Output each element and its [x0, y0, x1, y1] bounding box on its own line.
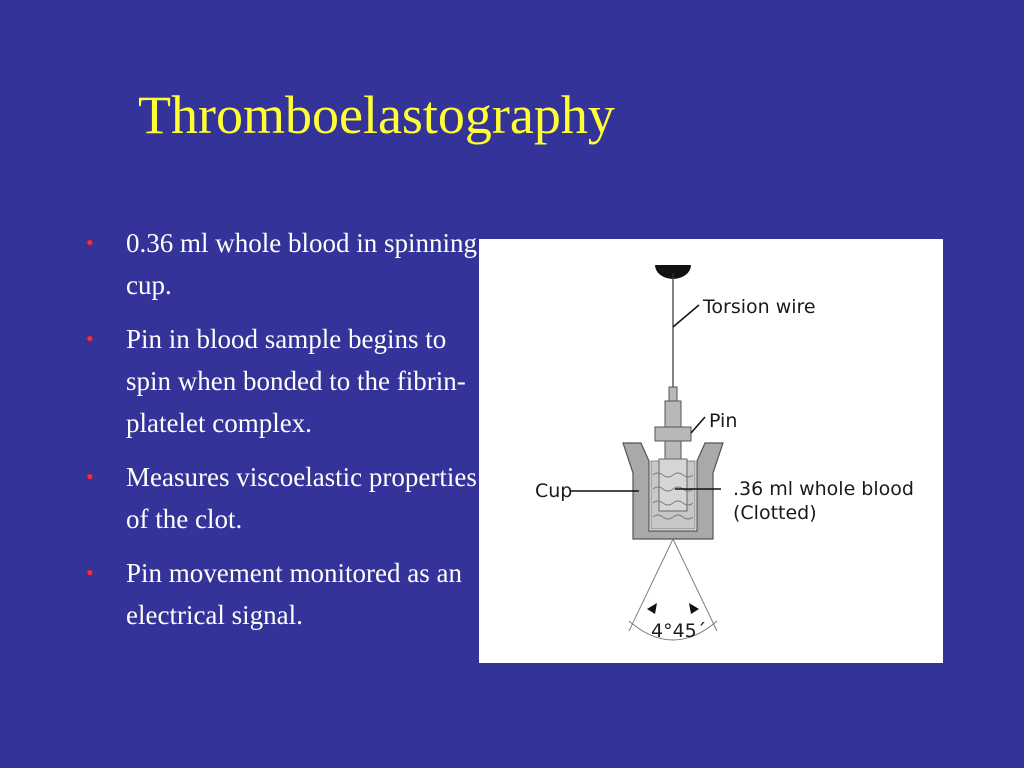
bullet-item: [86, 456, 486, 540]
cup-label: Cup: [535, 480, 573, 502]
bullet-dot-icon: •: [86, 230, 94, 255]
bullet-item: [86, 552, 486, 636]
bullet-text: Pin in blood sample begins to spin when bonded to the fibrin-platelet complex.: [126, 324, 466, 438]
torsion-wire-label: Torsion wire: [703, 296, 816, 318]
blood-label: .36 ml whole blood: [733, 478, 914, 500]
bullet-text: 0.36 ml whole blood in spinning cup.: [126, 228, 477, 300]
bullet-item: [86, 318, 486, 444]
blood-state-label: (Clotted): [733, 502, 817, 524]
angle-label: 4°45´: [651, 620, 707, 642]
pin-stem: [665, 401, 681, 427]
torsion-wire-leader: [673, 305, 699, 327]
pin-tip: [669, 387, 677, 401]
bullet-dot-icon: •: [86, 464, 94, 489]
bullet-item: [86, 222, 486, 306]
bullet-dot-icon: •: [86, 326, 94, 351]
thromboelastograph-diagram: [479, 239, 943, 663]
pin-leader: [691, 417, 705, 433]
bullet-dot-icon: •: [86, 560, 94, 585]
pin-head: [655, 427, 691, 441]
bullet-text: Measures viscoelastic properties of the clot.: [126, 462, 477, 534]
oscillation-arrow-icon: [689, 603, 699, 614]
bullet-text: Pin movement monitored as an electrical signal.: [126, 558, 462, 630]
pin-neck: [665, 441, 681, 459]
bullet-list: [86, 222, 486, 648]
oscillation-arrow-icon: [647, 603, 657, 614]
pin-label: Pin: [709, 410, 738, 432]
slide-title: Thromboelastography: [138, 85, 615, 145]
